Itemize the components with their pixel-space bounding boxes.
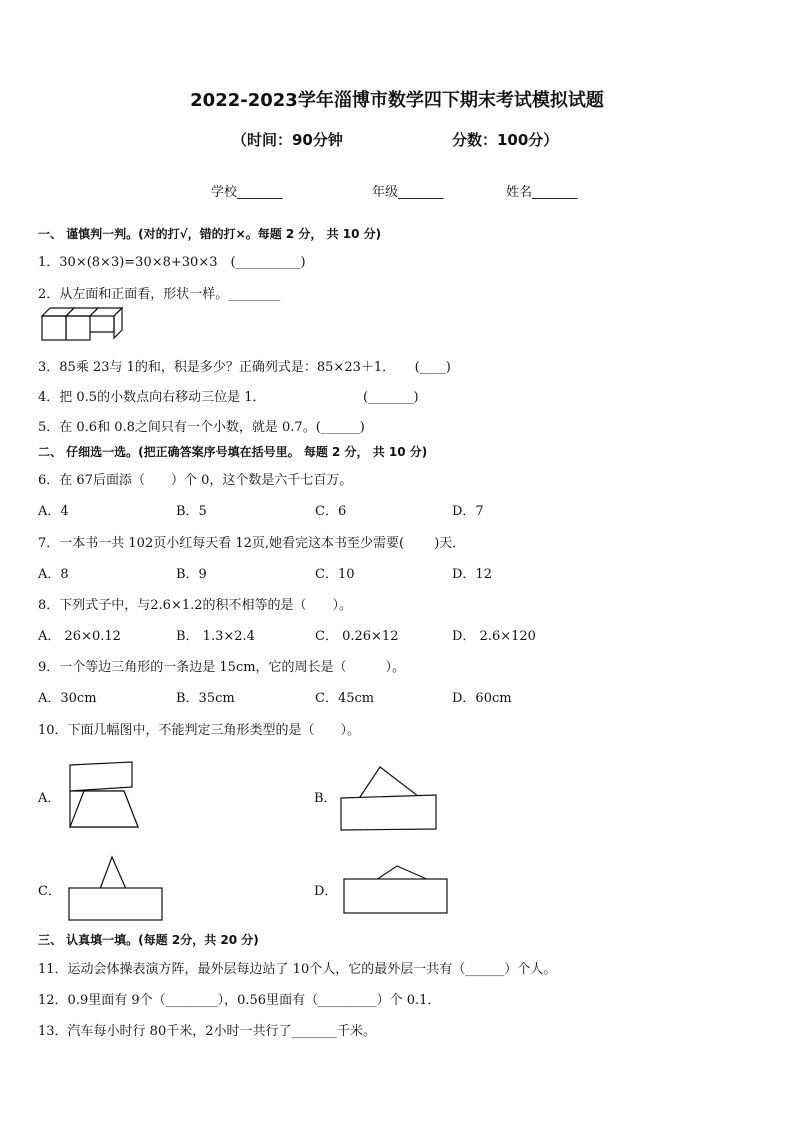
section-1-heading: 一、 谨慎判一判。(对的打√，错的打×。每题 2 分， 共 10 分) bbox=[38, 227, 382, 241]
name-field: 姓名_______ bbox=[506, 185, 578, 200]
question-7: 7．一本书一共 102页小红每天看 12页,她看完这本书至少需要( )天． bbox=[38, 536, 466, 551]
q8-option-a: A． 26×0.12 bbox=[38, 629, 121, 644]
q6-option-d: D．7 bbox=[452, 504, 484, 519]
cube-figure bbox=[42, 306, 126, 342]
q8-option-d: D． 2.6×120 bbox=[452, 629, 536, 644]
q7-option-a: A．8 bbox=[38, 567, 69, 582]
page-title: 2022-2023学年淄博市数学四下期末考试模拟试题 bbox=[190, 90, 604, 111]
question-5: 5．在 0.6和 0.8之间只有一个小数，就是 0.7。(______) bbox=[38, 420, 365, 435]
section-2-heading: 二、 仔细选一选。(把正确答案序号填在括号里。 每题 2 分， 共 10 分) bbox=[38, 445, 428, 459]
question-4: 4．把 0.5的小数点向右移动三位是 1． (_______) bbox=[38, 390, 419, 405]
q6-option-c: C．6 bbox=[315, 504, 347, 519]
q10-figure-b bbox=[340, 766, 438, 832]
grade-field: 年级_______ bbox=[372, 185, 444, 200]
question-6: 6．在 67后面添（ ）个 0，这个数是六千七百万。 bbox=[38, 473, 353, 488]
question-2: 2．从左面和正面看，形状一样。________ bbox=[38, 287, 281, 302]
q10-figure-c bbox=[68, 856, 164, 922]
q10-label-a: A． bbox=[38, 791, 61, 806]
q7-option-c: C．10 bbox=[315, 567, 355, 582]
q7-option-b: B．9 bbox=[176, 567, 207, 582]
q6-option-a: A．4 bbox=[38, 504, 69, 519]
q10-label-c: C． bbox=[38, 884, 61, 899]
q10-label-b: B． bbox=[314, 791, 337, 806]
question-1: 1．30×(8×3)=30×8+30×3 (__________) bbox=[38, 255, 306, 270]
q9-option-c: C．45cm bbox=[315, 691, 375, 706]
q9-option-a: A．30cm bbox=[38, 691, 97, 706]
q7-option-d: D．12 bbox=[452, 567, 492, 582]
q9-option-d: D．60cm bbox=[452, 691, 512, 706]
q10-figure-d bbox=[343, 864, 449, 916]
question-3: 3．85乘 23与 1的和，积是多少？正确列式是：85×23＋1． (____) bbox=[38, 360, 451, 375]
q6-option-b: B．5 bbox=[176, 504, 207, 519]
q10-label-d: D． bbox=[314, 884, 338, 899]
school-field: 学校_______ bbox=[211, 185, 283, 200]
exam-score: 分数：100分） bbox=[452, 131, 559, 149]
question-11: 11．运动会体操表演方阵，最外层每边站了 10个人，它的最外层一共有（______）个人。 bbox=[38, 962, 557, 977]
q9-option-b: B．35cm bbox=[176, 691, 235, 706]
question-9: 9．一个等边三角形的一条边是 15cm，它的周长是（ ）。 bbox=[38, 660, 406, 675]
q8-option-b: B． 1.3×2.4 bbox=[176, 629, 255, 644]
question-10: 10．下面几幅图中，不能判定三角形类型的是（ ）。 bbox=[38, 723, 361, 738]
section-3-heading: 三、 认真填一填。(每题 2分，共 20 分) bbox=[38, 933, 259, 947]
q8-option-c: C． 0.26×12 bbox=[315, 629, 399, 644]
question-13: 13．汽车每小时行 80千米，2小时一共行了_______千米。 bbox=[38, 1024, 376, 1039]
q10-figure-a bbox=[68, 761, 142, 829]
question-12: 12．0.9里面有 9个（________），0.56里面有（_________）个 0.1． bbox=[38, 993, 441, 1008]
question-8: 8．下列式子中，与2.6×1.2的积不相等的是（ ）。 bbox=[38, 598, 353, 613]
exam-time: （时间：90分钟 bbox=[232, 131, 343, 149]
